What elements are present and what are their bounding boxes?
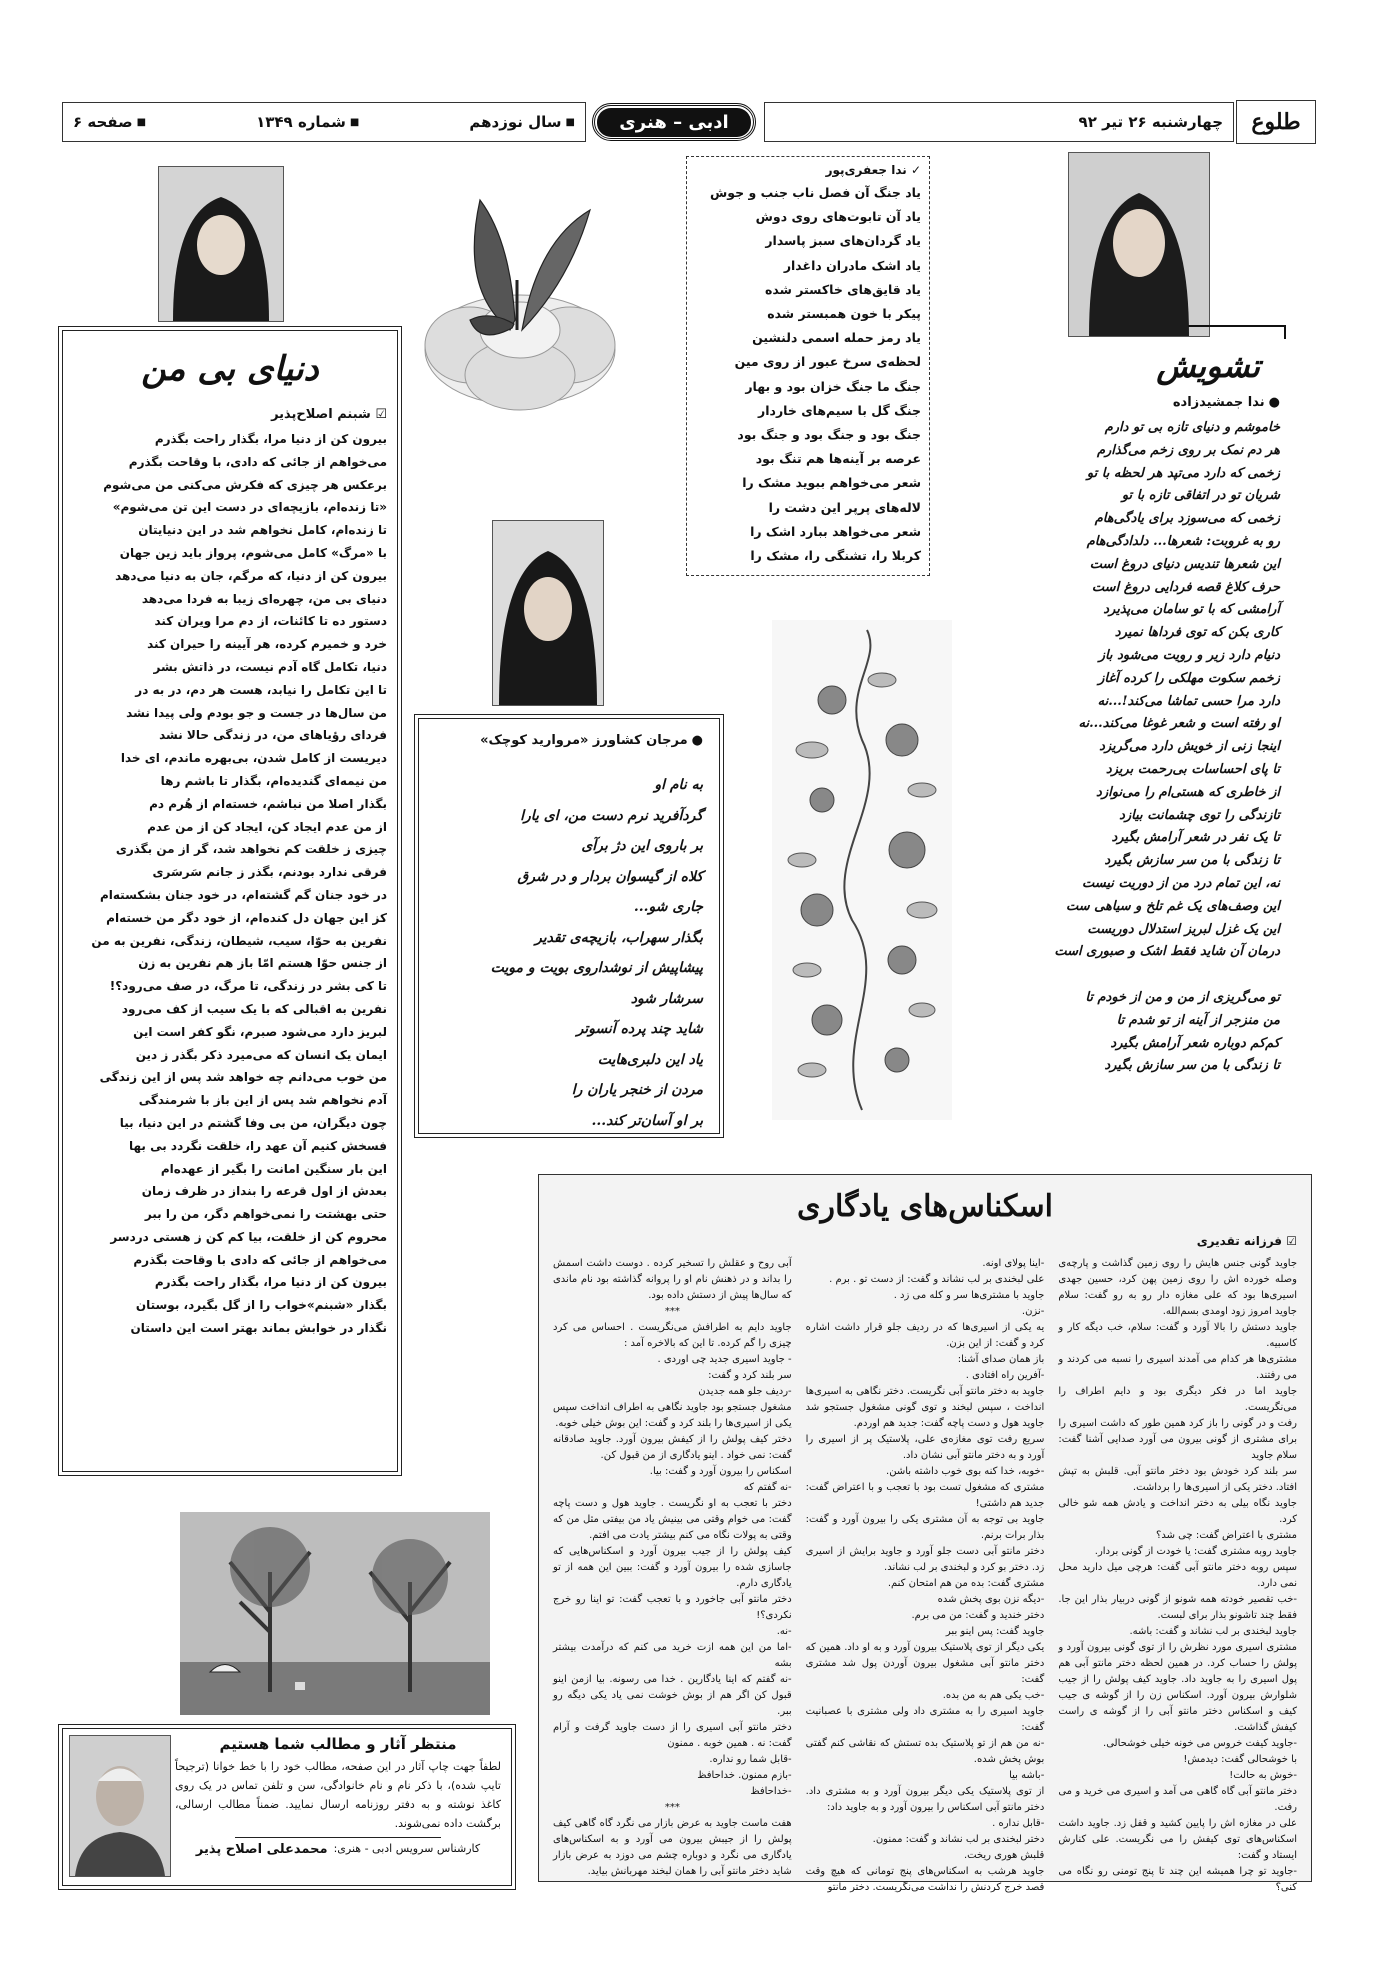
story-paragraph: مشتری گفت: بده من هم امتحان کنم. xyxy=(887,1578,1045,1589)
story-paragraph: هفت ماست جاوید به عرض بازار می نگرد گاه گاهی کیف پولش را از جیبش بیرون می آورد و به اسکناس‌های یادگاری می نگرد و دوباره چشم می دوزد به عرض بازار شاید دختر مانتو آبی را همان لبخند مهربانش بیاید. xyxy=(552,1818,792,1877)
story-paragraph: کیف پولش را از جیب بیرون آورد و اسکناس‌هایی که جاسازی شده را بیرون آورد و گفت: ببین این همه از تو یادگاری دارم. xyxy=(552,1546,792,1589)
poem-line: تا این تکامل را نیابد، هست هر دم، در به در xyxy=(135,682,387,697)
poem-line: من منزجر از آینه از تو شدم تا xyxy=(1116,1012,1280,1028)
story-paragraph: -نه گفتم که xyxy=(743,1482,792,1493)
story-paragraph: -نه گفتم که اینا یادگارین . خدا می رسونه. بیا ازمن اینو قبول کن اگر هم از بوش خوشت نمی یاد یکی دیگه رو ببر. xyxy=(552,1674,792,1717)
author-bullet-icon: ● xyxy=(691,733,703,748)
yad-lines xyxy=(695,181,921,568)
butterfly-flower-illustration xyxy=(410,180,632,418)
story-paragraph: باز همان صدای آشنا: xyxy=(957,1354,1045,1365)
story-paragraph: یه یکی از اسیری‌ها که در ردیف جلو قرار داشت اشاره کرد و گفت: از این بزن. xyxy=(805,1322,1045,1349)
poem-line: این بار سنگین امانت را بگیر از عهده‌ام xyxy=(160,1161,387,1176)
poem-line: کز این جهان دل کنده‌ام، از خود دگر من خسته‌ام xyxy=(106,910,387,925)
editor-photo xyxy=(69,1735,171,1877)
story-paragraph: مشتری‌ها هر کدام می آمدند اسیری را نسبه می کردند و می رفتند. xyxy=(1058,1354,1297,1381)
poem-line: خاموشم و دنیای تازه بی تو دارم xyxy=(1104,420,1280,435)
story-paragraph: دختر کیف پولش را از کیفش بیرون آورد. جاوید صادقانه گفت: نمی خواد . اینو یادگاری از من قبول کن. xyxy=(552,1434,792,1461)
poem-line: جنگ ما جنگ خزان بود و بهار xyxy=(745,378,921,394)
poem-line: می‌خواهم از جائی که دادی با وقاحت بگذرم xyxy=(133,1252,387,1267)
story-paragraph: دختر مانتو آبی جاخورد و با تعجب گفت: تو اینا رو خرج نکردی؟! xyxy=(552,1594,792,1621)
poem-line: نفرین به اقبالی که با یک سیب از کف می‌رود xyxy=(121,1001,387,1016)
story-paragraph: جاوید بی توجه به آن مشتری یکی را بیرون آورد و گفت: بذار برات برنم. xyxy=(805,1514,1045,1541)
story-paragraph: سریع رفت توی مغازه‌ی علی، پلاستیک پر از اسیری را آورد و به دختر مانتو آبی نشان داد. xyxy=(805,1434,1045,1461)
poem-line: نه، این تمام درد من از دوریت نیست xyxy=(1082,875,1280,891)
poem-line: دارد مرا حسی تماشا می‌کند!...نه xyxy=(1097,693,1280,709)
poem-line: اینجا زنی از خویش دارد می‌گریزد xyxy=(1099,739,1280,755)
eskenas-author: ☑ فرزانه تقدیری xyxy=(1196,1234,1297,1248)
poem-line: به نام او xyxy=(654,777,703,793)
author-bullet-icon: ● xyxy=(1268,395,1280,410)
story-paragraph: *** xyxy=(664,1802,680,1813)
story-paragraph: دختر خندید و گفت: من می برم. xyxy=(911,1610,1045,1621)
section-label: ادبی – هنری xyxy=(597,108,750,137)
poem-line: کربلا را، تشنگی را، مشک را xyxy=(750,548,921,564)
poem-line: پیشاپیش از نوشداروی بویت و مویت xyxy=(490,960,703,976)
story-paragraph: جاوید هرشب به اسکناس‌های پنج تومانی که هیچ وقت قصد خرج کردنش را نداشت می‌نگریست. دختر مانتو xyxy=(805,1866,1045,1893)
poem-line: دستور ده تا کائنات، از دم مرا ویران کند xyxy=(154,614,387,629)
story-paragraph: -خداحافظ xyxy=(750,1786,792,1797)
logo-text: طلوع xyxy=(1251,109,1301,135)
poem-line: دیریست از کامل شدن، بی‌بهره ماندم، ای خدا xyxy=(120,751,387,766)
poem-line: رو به غروبت: شعرها... دلدادگی‌هام xyxy=(1086,533,1280,549)
poem-line: بعدش از اول قرعه را بنداز در ظرف زمان xyxy=(141,1184,387,1199)
poem-line: تا زندگی با من سر سازش بگیرد xyxy=(1104,853,1280,869)
page-number: ■ صفحه ۶ xyxy=(73,113,146,131)
poem-line: بیرون کن از دنیا مرا، بگذار راحت بگذرم xyxy=(154,1275,387,1290)
story-paragraph: -جاوید کیفت خروس می خونه خیلی خوشحالی. xyxy=(1103,1738,1297,1749)
masthead xyxy=(0,0,1378,150)
poem-line: فرقی ندارد بودنم، بگذر ز جانم سَرسَری xyxy=(152,865,387,880)
poem-line: چون دیگران، من بی وفا گشتم در این دنیا، بیا xyxy=(119,1115,387,1130)
poem-line: کم‌کم دوباره شعر آرامش بگیرد xyxy=(1110,1035,1280,1051)
floral-vine-illustration xyxy=(772,620,952,1120)
poem-line: جاری شو... xyxy=(633,899,703,915)
story-paragraph: -اما من این همه ازت خرید می کنم که درآمدت بیشتر بشه xyxy=(552,1642,792,1669)
yad-author: ✓ ندا جعفری‌پور xyxy=(825,163,921,177)
poem-line: این شعرها تندیس دنیای دروغ است xyxy=(1089,556,1280,572)
notice-divider xyxy=(235,1837,441,1838)
story-paragraph: -نه من هم از تو پلاستیک بده تستش که نقاشی کنم گفتی بوش پخش شده. xyxy=(805,1738,1045,1765)
poem-line: تو می‌گریزی از من و من از خودم تا xyxy=(1085,989,1280,1005)
story-paragraph: جاوید اما در فکر دیگری بود و دایم اطراف را می‌نگریست. xyxy=(1058,1386,1297,1413)
story-paragraph: *** xyxy=(664,1306,680,1317)
story-paragraph: قلبش هوری ریخت. xyxy=(963,1850,1045,1861)
story-paragraph: علی در مغازه اش را پایین کشید و قفل زد. جاوید داشت اسکناس‌های توی کیفش را می نگریست. علی کنارش ایستاد و گفت: xyxy=(1058,1818,1297,1861)
story-paragraph: جاوید روبه مشتری گفت: یا خودت از گونی بردار. xyxy=(1094,1546,1297,1557)
story-paragraph: با خوشحالی گفت: دیدمش! xyxy=(1183,1754,1297,1765)
poem-line: فسخش کنیم آن عهد را، خلقت نگردد بی بها xyxy=(128,1138,387,1153)
poem-line: من سال‌ها در جست و جو بودم ولی پیدا نشد xyxy=(126,705,387,720)
story-paragraph: -جاوید تو چرا همیشه این چند تا پنج تومنی رو نگاه می کنی؟ xyxy=(1058,1866,1297,1893)
poem-line: پیکر با خون همبستر شده xyxy=(767,306,921,322)
notice-footer: کارشناس سرویس ادبی - هنری: محمدعلی اصلاح پذیر xyxy=(195,1842,481,1857)
poem-line: تا پای احساسات بی‌رحمت بریزد xyxy=(1105,761,1280,777)
poem-line: ایمان یک انسان که می‌میرد ذکر بگذر ز دین xyxy=(135,1047,387,1062)
story-paragraph: جاوید لبخندی بر لب نشاند و گفت: باشه. xyxy=(1129,1626,1297,1637)
foggy-park-photo xyxy=(180,1512,490,1715)
story-paragraph: -بازم ممنون. خداحافظ xyxy=(697,1770,792,1781)
story-paragraph: -قابل شما رو نداره. xyxy=(709,1754,792,1765)
poem-line: کلاه از گیسوان بردار و در شرق xyxy=(517,868,703,885)
poem-line: بر باروی این دژ برآی xyxy=(581,838,703,854)
poem-line: تا یک نفر در شعر آرامش بگیرد xyxy=(1111,830,1280,846)
poem-line: زخمی که می‌سوزد برای یادگی‌هام xyxy=(1094,511,1280,527)
poem-line: در خود جنان گم گشته‌ام، در خود جنان بشکسته‌ام xyxy=(99,887,387,902)
poem-line: شاید چند پرده آنسوتر xyxy=(576,1021,703,1037)
story-paragraph: -آفرین راه افتادی . xyxy=(965,1370,1045,1381)
poem-line: من خوب می‌دانم چه خواهد شد پس از این زندگی xyxy=(99,1070,387,1085)
story-paragraph: -خوش به حالت! xyxy=(1229,1770,1297,1781)
poem-line: زخمی که دارد می‌تپد هر لحظه با تو xyxy=(1086,465,1280,481)
poem-line: تازندگی را توی چشمانت بیازد xyxy=(1119,807,1280,823)
poem-line: من نیمه‌ای گندیده‌ام، بگذار تا باشم رها xyxy=(160,773,387,788)
poem-line: عرصه بر آینه‌ها هم تنگ بود xyxy=(755,451,921,467)
poem-line: خرد و خمیرم کرده، هر آیینه را حیران کند xyxy=(147,637,387,652)
checkbox-icon: ☑ xyxy=(1286,1234,1297,1248)
story-paragraph: دختر با تعجب به او نگریست . جاوید هول و دست پاچه گفت: می خوام وقتی می بینیش یاد من بیفتی مثل من که وقتی به پولات نگاه می کنم بیشتر یادت می افتم. xyxy=(552,1498,792,1541)
poem-line: دنیای بی من، چهره‌ای زیبا به فردا می‌دهد xyxy=(141,591,387,606)
story-column-1 xyxy=(1058,1256,1297,1896)
poem-line: او رفته است و شعر غوغا می‌کند...نه xyxy=(1078,716,1280,732)
poem-line: فردای رؤیاهای من، در زندگی حالا نشد xyxy=(159,728,387,743)
issue-number: ■ شماره ۱۳۴۹ xyxy=(256,113,359,131)
story-paragraph: از توی پلاستیک یکی دیگر بیرون آورد و به مشتری داد. دختر مانتو آبی اسکناس را بیرون آورد و به جاوید داد: xyxy=(805,1786,1045,1813)
poem-line: تا کی بشر در زندگی، تا مرگ، در صف می‌رود؟! xyxy=(109,979,387,994)
poem-line: «تا زنده‌ام، بازیچه‌ای در دست این تن می‌شوم» xyxy=(112,500,387,515)
story-paragraph: جاوید گونی جنس هایش را روی زمین گذاشت و پارچه‌ی وصله خورده اش را روی زمین پهن کرد، حسین جهدی اسیری‌ها بود که علی مغازه دار رو به رو گفت: سلام جاوید امروز زود اومدی بسم‌الله. xyxy=(1058,1258,1297,1317)
poem-line: لاله‌های پرپر این دشت را xyxy=(768,499,921,515)
issue-date: چهارشنبه ۲۶ تیر ۹۲ xyxy=(1078,113,1223,131)
yad-poem-box xyxy=(686,156,930,576)
story-paragraph: دختر مانتو آبی اسیری را از دست جاوید گرفت و آرام گفت: نه . همین خوبه . ممنون xyxy=(552,1722,792,1749)
logo xyxy=(1236,100,1316,144)
poem-line: نگذار در خوابش بماند بهتر است این داستان xyxy=(130,1321,387,1336)
poem-line: شریان تو در اتفاقی تازه با تو xyxy=(1121,488,1280,504)
tashvish-lines xyxy=(1054,417,1280,1078)
eskenas-story xyxy=(538,1174,1312,1893)
notice-body: لطفاً جهت چاپ آثار در این صفحه، مطالب خود را با خط خوانا (ترجیحاً تایپ شده)، با ذکر نام و نام خانوادگی، سن و تلفن تماس در یک روی کاغذ نوشته و به دفتر روزنامه ارسال نمایید. ضمناً مطالب ارسالی، برگشت داده نمی‌شوند. xyxy=(175,1760,501,1830)
story-paragraph: سر بلند کرد خودش بود دختر مانتو آبی. قلبش به تپش افتاد. دختر یکی از اسیری‌ها را برداشت. xyxy=(1058,1466,1297,1493)
poem-line: بگذار سهراب، بازیچه‌ی تقدیر xyxy=(534,929,703,946)
story-paragraph: مشغول جستجو بود جاوید نگاهی به اطراف انداخت سپس یکی از اسیری‌ها را بلند کرد و گفت: این بوش خیلی خوبه. xyxy=(552,1402,792,1429)
story-paragraph: - جاوید اسیری جدید چی اوردی . xyxy=(657,1354,792,1365)
poem-line: مردن از خنجر یاران را xyxy=(571,1082,703,1098)
poem-line: برعکس هر چیزی که فکرش می‌کنی من می‌شوم xyxy=(103,477,387,492)
poem-line xyxy=(1054,964,1280,987)
story-paragraph: جاوید به دختر مانتو آبی نگریست. دختر نگاهی به اسیری‌ها انداخت ، سپس لبخند و توی گونی مشغول جستجو شد جاوید هول و دست پاچه گفت: جدید هم اوردم. xyxy=(805,1386,1045,1429)
volume-year: ■ سال نوزدهم xyxy=(469,113,575,131)
story-paragraph: -ردیف جلو همه جدیدن xyxy=(698,1386,792,1397)
poem-line: با «مرگ» کامل می‌شوم، پرواز باید زین جهان xyxy=(119,545,387,560)
poem-line: نفرین به حوّا، سیب، شیطان، زندگی، نفرین به من xyxy=(91,933,387,948)
poem-line: کاری بکن که توی فرداها نمیرد xyxy=(1114,625,1280,641)
poem-line: یاد آن تابوت‌های روی دوش xyxy=(755,209,921,225)
morvarid-lines xyxy=(435,770,703,1136)
story-paragraph: مشتری با اعتراض گفت: چی شد؟ xyxy=(1156,1530,1297,1541)
poem-line: گردآفرید نرم دست من، ای یارا xyxy=(520,807,703,824)
story-paragraph: -باشه بیا xyxy=(1009,1770,1045,1781)
poem-line: بیرون کن از دنیا، که مرگم، جان به دنیا می‌دهد xyxy=(115,568,387,583)
author-photo-eslahpazir xyxy=(158,166,284,322)
poem-line: یاد قایق‌های خاکستر شده xyxy=(765,281,921,297)
poem-line: از خاطری که هستی‌ام را می‌نوازد xyxy=(1096,784,1280,800)
submissions-notice xyxy=(62,1728,512,1886)
story-column-2 xyxy=(806,1256,1045,1896)
notice-content xyxy=(175,1735,501,1857)
story-paragraph: -خوبه، خدا کنه بوی خوب داشته باشن. xyxy=(886,1466,1045,1477)
story-paragraph: علی لبخندی بر لب نشاند و گفت: از دست تو . برم . xyxy=(829,1274,1045,1285)
poem-line: زخمم سکوت مهلکی را کرده آغاز xyxy=(1098,670,1280,686)
story-paragraph: جاوید اسیری را به مشتری داد ولی مشتری با عصبانیت گفت: xyxy=(805,1706,1045,1733)
issue-box xyxy=(62,102,586,142)
tashvish-title: تشویش xyxy=(1156,347,1260,385)
poem-line: یاد اشک مادران داغدار xyxy=(783,257,921,273)
check-icon: ✓ xyxy=(910,163,921,177)
story-paragraph: رفت و در گونی را باز کرد همین طور که داشت اسیری را برای مشتری از گونی بیرون می آورد صدایی آشنا گفت: سلام جاوید xyxy=(1058,1418,1297,1461)
story-paragraph: -اینا پولای اونه. xyxy=(982,1258,1045,1269)
poem-line: آدم نخواهم شد پس از این باز با شرمندگی xyxy=(138,1093,387,1108)
poem-line: می‌خواهم از جائی که دادی، با وقاحت بگذرم xyxy=(128,454,387,469)
poem-line: یاد گردان‌های سبز پاسدار xyxy=(765,233,921,249)
story-paragraph: آبی روح و عقلش را تسخیر کرده . دوست داشت اسمش را بداند و در ذهنش نام او را پروانه گذاشته بود نام ماندی که سال‌ها پیش از دستش داده بود. xyxy=(552,1258,792,1301)
story-paragraph: سر بلند کرد و گفت: xyxy=(708,1370,792,1381)
poem-line: دنیام دارد زیر و رویت می‌شود باز xyxy=(1098,647,1280,663)
poem-line: بر او آسان‌تر کند... xyxy=(591,1112,703,1129)
donya-poem-box xyxy=(62,330,398,1472)
poem-line: هر دم نمک بر روی زخم می‌گذارم xyxy=(1096,442,1280,458)
poem-line: بگذار «شبنم»خواب را از گل بگیرد، بوستان xyxy=(135,1298,387,1313)
poem-line: یاد جنگ آن فصل ناب جنب و جوش xyxy=(710,185,921,200)
poem-line: لبریز دارد می‌شود صبرم، نگو کفر است این xyxy=(133,1024,387,1039)
tashvish-poem xyxy=(960,325,1300,1085)
checkbox-icon: ☑ xyxy=(375,407,387,422)
story-paragraph: دختر مانتو آبی گاه گاهی می آمد و اسیری می خرید و می رفت. xyxy=(1058,1786,1297,1813)
poem-line: آرامشی که با تو سامان می‌پذیرد xyxy=(1103,602,1280,618)
poem-line: بگذار اصلا من نباشم، خسته‌ام از هُرم دم xyxy=(149,796,387,811)
story-column-3 xyxy=(553,1256,792,1896)
story-paragraph: -دیگه نزن بوی پخش شده xyxy=(937,1594,1045,1605)
story-paragraph: دختر لبخندی بر لب نشاند و گفت: ممنون. xyxy=(872,1834,1045,1845)
poem-line: این یک غزل لبریز استدلال دوریست xyxy=(1087,921,1280,937)
story-paragraph: -خب یکی هم به من بده. xyxy=(942,1690,1045,1701)
story-paragraph: جاوید دایم به اطرافش می‌نگریست . احساس می کرد چیزی را گم کرده. تا این که بالاخره آمد : xyxy=(552,1322,792,1349)
poem-line: چیزی ز خلقت کم نخواهد شد، گر از من بگذری xyxy=(115,842,387,857)
donya-title: دنیای بی من xyxy=(141,349,319,389)
story-paragraph: سپس روبه دختر مانتو آبی گفت: هرچی میل دارید محل نمی دارد. xyxy=(1058,1562,1297,1589)
poem-line: از من عدم ایجاد کن، ایجاد کن از من عدم xyxy=(147,819,387,834)
story-paragraph: جاوید نگاه بیلی به دختر انداخت و یادش همه شو خالی کرد. xyxy=(1058,1498,1297,1525)
story-paragraph: جاوید گفت: پس اینو ببر xyxy=(945,1626,1045,1637)
section-banner xyxy=(592,103,756,141)
tashvish-rule xyxy=(1188,325,1286,339)
poem-line: درمان آن شاید فقط اشک و صبوری است xyxy=(1054,944,1280,960)
eskenas-title: اسکناس‌های یادگاری xyxy=(797,1189,1053,1224)
story-paragraph: جاوید با مشتری‌ها سر و کله می زد . xyxy=(893,1290,1045,1301)
author-photo-jamshidzadeh xyxy=(1068,152,1210,337)
story-paragraph: -خب تقصیر خودته همه شونو از گونی دربیار بذار این جا. فقط چند تاشونو بذار برای لبست. xyxy=(1058,1594,1297,1621)
poem-line: تا زنده‌ام، کامل نخواهم شد در این دنیایتان xyxy=(138,523,387,538)
poem-line: سرشار شود xyxy=(630,990,703,1007)
poem-line: یاد این دلبری‌هایت xyxy=(597,1051,703,1068)
poem-line: محروم کن از خلقت، بیا کم کن ز هستی دردسر xyxy=(110,1229,387,1244)
poem-line: لحظه‌ی سرخ عبور از روی مین xyxy=(734,354,921,370)
poem-line: این وصف‌های یک غم تلخ و سیاهی ست xyxy=(1066,898,1280,914)
poem-line: شعر می‌خواهد ببارد اشک را xyxy=(750,523,921,539)
morvarid-author: ● مرجان کشاورز «مروارید کوچک» xyxy=(480,733,703,748)
poem-line: از جنس حوّا هستم امّا باز هم نفرین به زن xyxy=(138,956,387,971)
poem-line: تا زندگی با من سر سازش بگیرد xyxy=(1104,1058,1280,1074)
notice-title: منتظر آثار و مطالب شما هستیم xyxy=(219,1735,457,1753)
tashvish-author: ● ندا جمشیدزاده xyxy=(1172,395,1280,410)
story-paragraph: یکی دیگر از توی پلاستیک بیرون آورد و به او داد. همین که دختر مانتو آبی مشغول بیرون آوردن پول شد مشتری گفت: xyxy=(805,1642,1045,1685)
poem-line: بیرون کن از دنیا مرا، بگذار راحت بگذرم xyxy=(154,432,387,446)
poem-line: حرف کلاغ قصه فردایی دروغ است xyxy=(1091,579,1280,595)
eskenas-columns xyxy=(553,1256,1297,1896)
story-paragraph: اسکناس را بیرون آورد و گفت: بیا. xyxy=(649,1466,792,1477)
poem-line: جنگ بود و جنگ بود و جنگ بود xyxy=(737,427,921,443)
story-paragraph: -قابل نداره . xyxy=(992,1818,1045,1829)
poem-line: یاد رمز حمله اسمی دلنشین xyxy=(752,330,921,346)
story-paragraph: -نه. xyxy=(776,1626,792,1637)
story-paragraph: -نزن. xyxy=(1021,1306,1045,1317)
author-photo-keshavarz xyxy=(492,520,604,706)
story-paragraph: جاوید دستش را بالا آورد و گفت: سلام، خب دیگه کار و کاسبیه. xyxy=(1058,1322,1297,1349)
poem-line: شعر می‌خواهم ببوید مشک را xyxy=(742,475,921,491)
date-box xyxy=(764,102,1234,142)
story-paragraph: دختر مانتو آبی دست جلو آورد و جاوید برایش از اسیری زد. دختر بو کرد و لبخندی بر لب نشاند. xyxy=(805,1546,1045,1573)
donya-author: ☑ شبنم اصلاح‌پذیر xyxy=(271,407,387,422)
morvarid-poem-box xyxy=(418,718,720,1134)
donya-lines xyxy=(73,428,387,1340)
poem-line: دنیا، تکامل گاه آدم نیست، در ذاتش بشر xyxy=(153,659,387,674)
story-paragraph: مشتری اسیری مورد نظرش را از توی گونی بیرون آورد و پولش را حساب کرد. در همین لحظه دختر مانتو آبی هم پول اسیری را به جاوید داد. جاوید کیف پولش را از جیب شلوارش بیرون آورد. اسکناس زن را از گوشه ی جیب کیف و اسکناس دختر مانتو آبی را از گوشه ی راست کیفش گذاشت. xyxy=(1058,1642,1297,1733)
story-paragraph: مشتری که مشغول تست بود با تعجب و با اعتراض گفت: جدید هم داشتی! xyxy=(805,1482,1045,1509)
poem-line: جنگ گل با سیم‌های خاردار xyxy=(758,402,921,418)
poem-line: حتی بهشتت را نمی‌خواهم دگر، من را ببر xyxy=(144,1207,387,1222)
